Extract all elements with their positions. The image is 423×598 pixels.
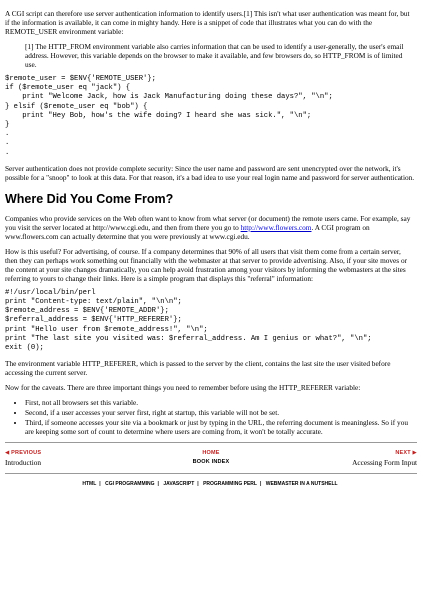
list-item: • First, not all browsers set this variable.: [25, 398, 415, 407]
list-item: • Third, if someone accesses your site via a bookmark or just by typing in the URL, the referring document is meaningless. So if you are keeping some sort of count to determine where users are coming from, it won't be totally accurate.: [25, 418, 415, 436]
env-text-b: , which is passed to the server by the client, contains the last site the user visited before accessing the current server.: [5, 359, 391, 378]
previous-button[interactable]: ◀ PREVIOUS: [5, 450, 42, 457]
bookshelf-link-javascript[interactable]: JAVASCRIPT: [163, 481, 195, 488]
bookshelf-link-html[interactable]: HTML: [82, 481, 97, 488]
caveats-paragraph: Now for the caveats. There are three important things you need to remember before using the HTTP_REFERER variable:: [5, 383, 361, 393]
list-item: • Second, if a user accesses your server first, right at startup, this variable will not be set.: [25, 408, 415, 417]
bookshelf-nav: HTML | CGI PROGRAMMING | JAVASCRIPT | PROGRAMMING PERL | WEBMASTER IN A NUTSHELL: [82, 481, 338, 488]
flowers-link[interactable]: http://www.flowers.com: [240, 222, 312, 232]
section-heading: Where Did You Come From?: [5, 191, 174, 206]
env-text-a: The environment variable: [5, 359, 83, 369]
intro-paragraph: A CGI script can therefore use server authentication information to identify users.[1] This isn't what user authentication was meant for, but if the information is available, it can come in mighty handy. Here is a snippet of code that illustrates what you can do with the REMOTE_USER environment variable:: [5, 9, 410, 36]
bookshelf-link-perl[interactable]: PROGRAMMING PERL: [203, 481, 257, 488]
useful-paragraph: How is this useful? For advertising, of course. If a company determines that 90% of all users that visit them come from a certain server, then they can perhaps work something out financially with the webmaster at that server to provide advertising. Also, if your site moves or the content at your site changes dramatically, you can help avoid frustration among your visitors by informing the webmasters at the sites referring to yours to change their links. Here is a simple program that displays this "referral" information:: [5, 246, 408, 283]
where-text-b: . A CGI program on www.flowers.com can actually determine that you were previously at www.cgi.edu.: [5, 222, 370, 241]
code-block-referral: #!/usr/local/bin/perl print "Content-type: text/plain", "\n\n"; $remote_address = $ENV{'REMOTE_ADDR'}; $referral_address = $ENV{'HTTP_REFERER'}; print "Hello user from $remote_address!", "\n"; print "The last site you visited was: $referral_address. Am I genius or what?", "\n"; exit (0);: [5, 288, 372, 353]
previous-label[interactable]: Introduction: [5, 458, 42, 468]
auth-security-paragraph: Server authentication does not provide complete security: Since the user name and password are sent unencrypted over the network, it's possible for a "snoop" to look at this data. For that reason, it's a bad idea to use your real login name and password for server authentication.: [5, 163, 415, 182]
where-paragraph: [5, 214, 415, 241]
footnote: [1] The HTTP_FROM environment variable also carries information that can be used to identify a user-generally, the user's email address. However, this variable depends on the browser to make it available, and few browsers do, so HTTP_FROM is of limited use.: [25, 42, 404, 69]
where-text-a: Companies who provide services on the Web often want to know from what server (or document) the remote users came. For example, say you visit the server located at http://www.cgi.edu, and then from there you go to: [5, 213, 411, 232]
divider: [5, 473, 417, 474]
book-index-button[interactable]: BOOK INDEX: [192, 459, 230, 466]
caveats-list: [5, 398, 415, 436]
divider: [5, 442, 417, 443]
bookshelf-link-cgi[interactable]: CGI PROGRAMMING: [105, 481, 155, 488]
home-button[interactable]: HOME: [202, 450, 220, 457]
next-button[interactable]: NEXT ▶: [395, 450, 417, 457]
env-var-name: HTTP_REFERER: [82, 359, 137, 369]
next-label[interactable]: Accessing Form Input: [352, 458, 417, 468]
env-paragraph: [5, 359, 415, 377]
code-block-remote-user: $remote_user = $ENV{'REMOTE_USER'}; if ($remote_user eq "jack") { print "Welcome Jack, how is Jack Manufacturing doing these days?", "\n"; } elsif ($remote_user eq "bob") { print "Hey Bob, how's the wife doing? I heard she was sick.", "\n"; } . . .: [5, 75, 333, 157]
bookshelf-link-webmaster[interactable]: WEBMASTER IN A NUTSHELL: [265, 481, 338, 488]
chapter-navigation: [5, 449, 417, 467]
